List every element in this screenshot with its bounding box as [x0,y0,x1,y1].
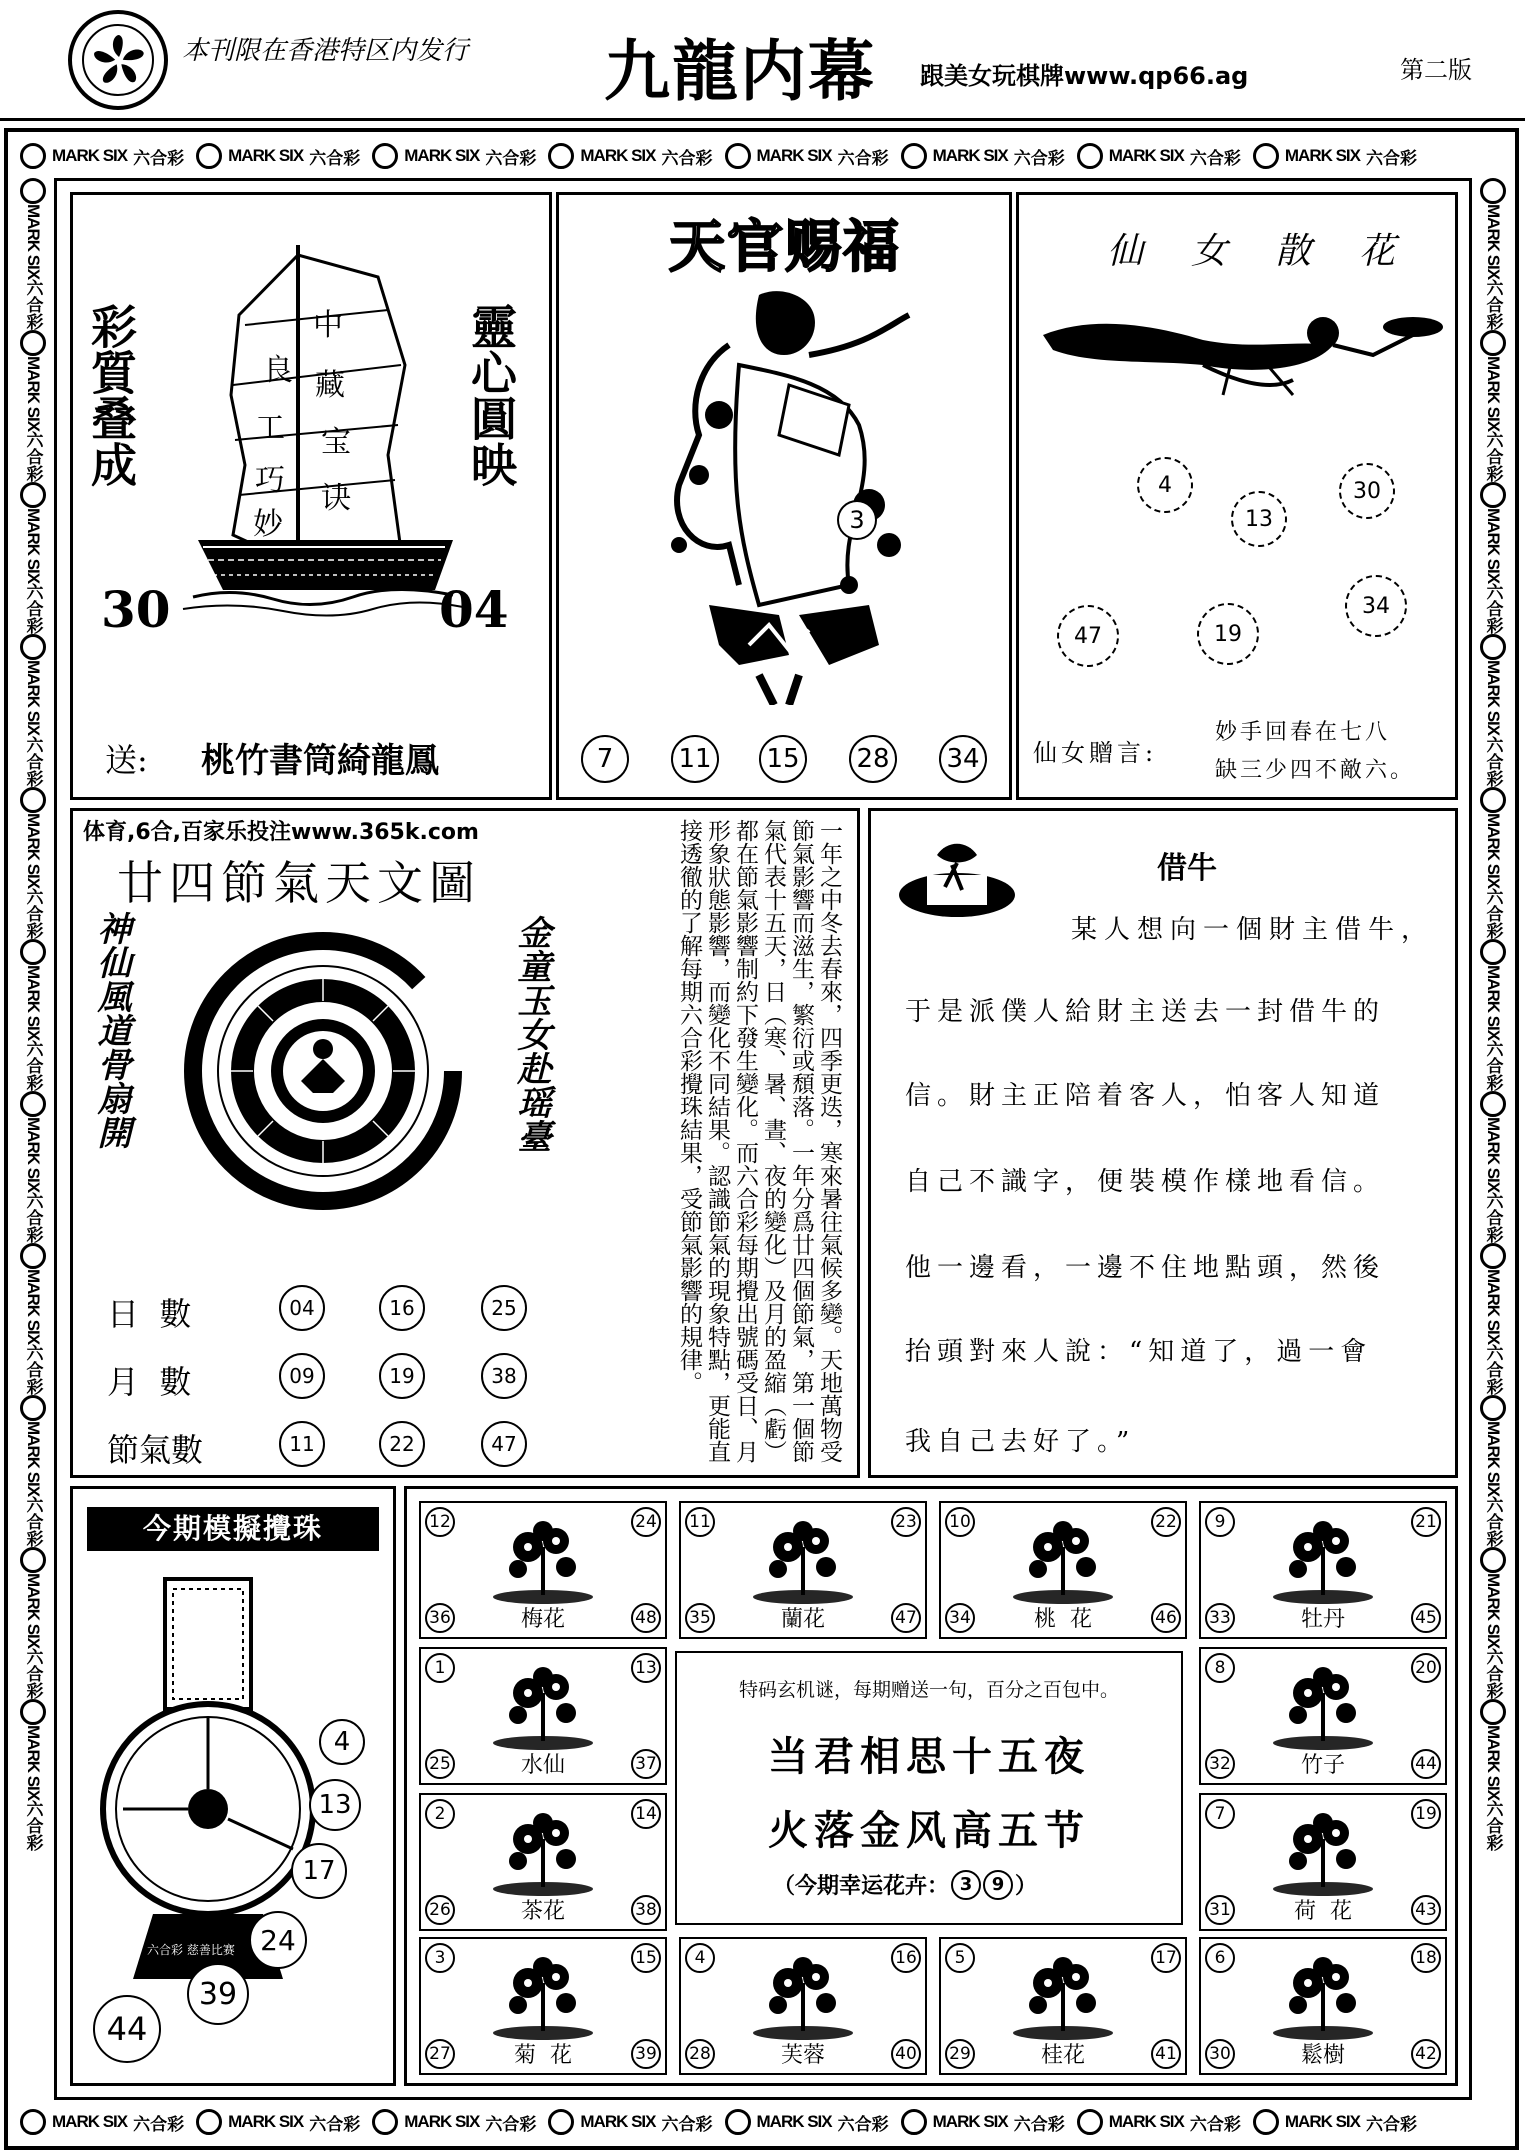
flower-number: 48 [631,1603,661,1633]
flower-pattern-icon [1480,1243,1506,1269]
flower-pattern-icon [20,143,46,169]
flower-pattern-icon [1480,330,1506,356]
flower-pattern-icon [196,143,222,169]
flower-pattern-icon [20,939,46,965]
fairy-illustration [1033,295,1443,405]
border-text: MARK SIX [1484,964,1503,1040]
fairy-flower-number: 4 [1137,457,1193,513]
riddle-line-2: 火落金风高五节 [768,1807,1090,1854]
border-text: 六合彩 [661,2114,713,2134]
border-text: 六合彩 [23,431,43,483]
border-text: 六合彩 [1483,583,1503,635]
sail-word: 巧 [255,463,285,498]
flower-illustration-icon [488,1663,598,1757]
flower-pattern-icon [1077,2109,1103,2135]
border-left [14,178,52,2100]
flower-number: 2 [425,1799,455,1829]
border-top [14,138,1514,174]
flower-pattern-icon [1480,634,1506,660]
border-text: 六合彩 [1483,279,1503,331]
row-label: 月 數 [107,1363,192,1401]
draw-ball: 4 [319,1719,365,1765]
flower-name: 竹子 [1300,1753,1345,1778]
lucky-number: 28 [849,735,897,783]
ship-panel [70,192,552,800]
flower-pattern-icon [20,178,46,204]
flower-number: 46 [1151,1603,1181,1633]
story-line: 抬頭對來人說：“知道了，過一會 [905,1337,1373,1367]
border-text: MARK SIX [1284,2112,1360,2131]
flower-number: 44 [1411,1749,1441,1779]
lucky-number: 15 [759,735,807,783]
flower-cell [939,1937,1187,2075]
flower-name: 牡丹 [1300,1607,1345,1632]
flower-cell [419,1647,667,1785]
flower-number: 32 [1205,1749,1235,1779]
border-text: 六合彩 [1483,431,1503,483]
flower-pattern-icon [1480,1699,1506,1725]
border-text: MARK SIX [24,356,43,432]
flower-number: 4 [685,1943,715,1973]
draw-ball: 39 [187,1963,249,2025]
flower-name: 梅花 [520,1607,565,1632]
flower-cell [939,1501,1187,1639]
flower-cell [1199,1793,1447,1931]
flower-number: 1 [425,1653,455,1683]
border-text: MARK SIX [1108,146,1184,165]
hongkong-emblem-icon [68,10,168,110]
border-text: MARK SIX [24,1421,43,1497]
border-text: MARK SIX [1484,812,1503,888]
border-text: 六合彩 [23,279,43,331]
flower-pattern-icon [20,2109,46,2135]
flower-name: 桂花 [1040,2043,1085,2068]
story-line: 某人想向一個財主借牛， [1071,915,1435,945]
flower-illustration-icon [1268,1517,1378,1611]
flower-number: 29 [945,2039,975,2069]
flower-pattern-icon [1253,143,1279,169]
flower-pattern-icon [20,1547,46,1573]
story-line: 他一邊看，一邊不住地點頭，然後 [905,1253,1386,1283]
row-number: 25 [481,1285,527,1331]
blessing-numbers [581,735,991,785]
flower-illustration-icon [488,1809,598,1903]
flower-pattern-icon [20,482,46,508]
row-number: 04 [279,1285,325,1331]
flower-number: 16 [891,1943,921,1973]
solar-essay: 一年之中冬去春來，四季更迭，寒來暑往氣候多變。天地萬物受節氣影響而滋生，繁衍或頹落。一年分爲廿四個節氣，第一個節氣代表十五天，日（寒、暑、晝、夜的變化）及月的盈縮（虧）都在節氣影響制約下發生變化。而六合彩每期攪出號碼受日、月形象狀態影響，而變化不同結果。認識節氣的現象特點，更能直接透徹的了解每期六合彩攪珠結果，受節氣影響的規律。 [676,819,842,1463]
story-line: 信。財主正陪着客人，怕客人知道 [905,1081,1386,1111]
flower-pattern-icon [1480,1091,1506,1117]
border-text: MARK SIX [24,812,43,888]
flower-number: 38 [631,1895,661,1925]
flower-cell [679,1501,927,1639]
ship-right-title: 靈心圓映 [464,303,518,487]
flower-number: 37 [631,1749,661,1779]
border-text: 六合彩 [133,2114,185,2134]
border-bottom [14,2104,1514,2140]
row-number: 11 [279,1421,325,1467]
fairy-gift-line1: 妙手回春在七八 [1215,720,1391,745]
border-text: MARK SIX [932,146,1008,165]
flower-number: 3 [425,1943,455,1973]
lucky-flower-number: 3 [951,1870,981,1900]
flower-number: 13 [631,1653,661,1683]
flower-pattern-icon [725,2109,751,2135]
border-text: MARK SIX [1484,660,1503,736]
flower-number: 15 [631,1943,661,1973]
flower-pattern-icon [1480,1547,1506,1573]
border-text: MARK SIX [404,146,480,165]
blessing-title: 天官赐福 [669,214,901,280]
flower-number: 22 [1151,1507,1181,1537]
flower-illustration-icon [1268,1663,1378,1757]
story-line: 自己不識字，便裝模作樣地看信。 [905,1167,1386,1197]
flower-number: 9 [1205,1507,1235,1537]
row-number: 16 [379,1285,425,1331]
flower-number: 42 [1411,2039,1441,2069]
flower-pattern-icon [901,2109,927,2135]
page-title: 九龍内幕 [604,32,876,110]
border-text: MARK SIX [1484,1116,1503,1192]
riddle-line-1: 当君相思十五夜 [768,1733,1090,1780]
flower-pattern-icon [725,143,751,169]
border-text: 六合彩 [23,1800,43,1852]
border-text: 六合彩 [1013,148,1065,168]
flower-cell [679,1937,927,2075]
border-text: MARK SIX [580,2112,656,2131]
border-text: 六合彩 [661,148,713,168]
border-text: 六合彩 [1483,1191,1503,1243]
flower-pattern-icon [1480,939,1506,965]
border-text: 六合彩 [837,2114,889,2134]
flower-number: 18 [1411,1943,1441,1973]
fairy-flower-number: 34 [1345,575,1407,637]
flower-pattern-icon [901,143,927,169]
row-number: 09 [279,1353,325,1399]
flower-number: 19 [1411,1799,1441,1829]
sail-word: 良 [263,353,293,388]
edition-label: 第二版 [1400,56,1472,84]
riddle-intro: 特码玄机谜，每期赠送一句，百分之百包中。 [738,1679,1119,1701]
flower-number: 34 [945,1603,975,1633]
draw-ball: 17 [291,1843,347,1899]
draw-ball: 44 [93,1995,161,2063]
flower-pattern-icon [372,143,398,169]
border-text: 六合彩 [309,148,361,168]
flower-number: 45 [1411,1603,1441,1633]
lucky-number: 7 [581,735,629,783]
sail-word: 工 [255,411,285,446]
sail-word: 妙 [253,507,283,542]
border-text: MARK SIX [1484,1268,1503,1344]
draw-ball: 13 [309,1779,361,1831]
blessing-panel [556,192,1012,800]
flower-number: 40 [891,2039,921,2069]
border-text: MARK SIX [756,2112,832,2131]
flower-illustration-icon [748,1953,858,2047]
border-text: 六合彩 [23,1191,43,1243]
flower-pattern-icon [20,787,46,813]
flower-number: 6 [1205,1943,1235,1973]
border-text: 六合彩 [23,1344,43,1395]
draw-ball: 24 [249,1911,307,1969]
border-text: 六合彩 [23,583,43,635]
flower-number: 5 [945,1943,975,1973]
border-text: MARK SIX [24,660,43,736]
flower-number: 27 [425,2039,455,2069]
border-text: MARK SIX [580,146,656,165]
border-text: MARK SIX [1484,356,1503,432]
lucky-flower-row [773,1869,1037,1900]
story-line: 我自己去好了。” [905,1427,1136,1457]
solar-title: 廿四節氣天文圖 [117,856,481,910]
lottery-machine-icon [93,1569,343,1989]
border-text: 六合彩 [837,148,889,168]
flower-number: 11 [685,1507,715,1537]
border-text: MARK SIX [52,146,128,165]
flower-pattern-icon [196,2109,222,2135]
flower-name: 鬆樹 [1300,2043,1345,2068]
flower-number: 8 [1205,1653,1235,1683]
flower-name: 菊 花 [514,2043,572,2068]
border-text: MARK SIX [1484,508,1503,584]
flower-number: 43 [1411,1895,1441,1925]
flower-pattern-icon [1480,482,1506,508]
flower-number: 31 [1205,1895,1235,1925]
riddle-box [675,1651,1183,1925]
flower-number: 10 [945,1507,975,1537]
ox-icon [897,835,1017,935]
border-text: MARK SIX [1484,1573,1503,1649]
border-text: MARK SIX [1108,2112,1184,2131]
border-text: 六合彩 [23,1496,43,1548]
border-text: 六合彩 [1483,1648,1503,1700]
lucky-flower-number: 9 [983,1870,1013,1900]
border-text: 六合彩 [1189,148,1241,168]
flower-pattern-icon [372,2109,398,2135]
fairy-flower-number: 13 [1231,491,1287,547]
draw-title: 今期模擬攪珠 [87,1507,379,1551]
lucky-number: 11 [671,735,719,783]
solar-terms-wheel-icon [183,931,463,1211]
border-text: 六合彩 [485,2114,537,2134]
border-text: MARK SIX [24,1725,43,1801]
solar-right-vertical: 金童玉女赴瑶臺 [511,915,551,1153]
solar-panel [70,808,860,1478]
flower-number: 17 [1151,1943,1181,1973]
border-text: MARK SIX [756,146,832,165]
fairy-title: 仙女散花 [1107,231,1444,272]
story-panel [868,808,1458,1478]
flower-number: 41 [1151,2039,1181,2069]
border-text: MARK SIX [1484,1725,1503,1801]
ad-banner: 体育,6合,百家乐投注www.365k.com [83,815,479,846]
border-text: 六合彩 [1483,1039,1503,1091]
border-text: 六合彩 [23,887,43,939]
flower-pattern-icon [548,143,574,169]
border-text: MARK SIX [24,1116,43,1192]
border-text: MARK SIX [1484,204,1503,280]
flower-number: 39 [631,2039,661,2069]
fairy-gift-line2: 缺三少四不敵六。 [1215,758,1416,783]
flower-number: 35 [685,1603,715,1633]
site-slogan: 跟美女玩棋牌www.qp66.ag [920,62,1249,90]
flower-pattern-icon [1480,787,1506,813]
flower-cell [1199,1647,1447,1785]
solar-left-vertical: 神仙風道骨扇開 [91,911,131,1149]
border-text: 六合彩 [23,1648,43,1700]
row-number: 38 [481,1353,527,1399]
send-text: 桃竹書筒綺龍鳳 [201,741,439,781]
fairy-flower-number: 30 [1339,463,1395,519]
border-text: 六合彩 [1483,1344,1503,1395]
distribution-notice-row: 本刊限在香港特区内发行 [182,36,469,66]
border-text: 六合彩 [1483,1800,1503,1852]
flower-cell [419,1501,667,1639]
border-text: 六合彩 [309,2114,361,2134]
flower-pattern-icon [1480,1395,1506,1421]
flower-number: 33 [1205,1603,1235,1633]
border-text: 六合彩 [1483,887,1503,939]
flower-number: 12 [425,1507,455,1537]
header-rule [0,118,1525,121]
flower-cell [419,1937,667,2075]
border-text: MARK SIX [932,2112,1008,2131]
flower-pattern-icon [1480,178,1506,204]
ship-number-left: 30 [101,580,171,639]
flower-number: 47 [891,1603,921,1633]
border-text: 六合彩 [1013,2114,1065,2134]
flower-name: 茶花 [520,1899,565,1924]
border-text: MARK SIX [24,1573,43,1649]
flower-pattern-icon [20,634,46,660]
machine-label: 六合彩 慈善比赛 [147,1943,235,1957]
flower-number: 30 [1205,2039,1235,2069]
border-text: MARK SIX [404,2112,480,2131]
story-title: 借牛 [1157,851,1217,886]
flower-pattern-icon [548,2109,574,2135]
flower-grid [404,1486,1458,2086]
draw-panel [70,1486,396,2086]
flower-name: 芙蓉 [780,2043,825,2068]
flower-number: 25 [425,1749,455,1779]
ship-left-title: 彩質叠成 [84,303,138,487]
flower-cell [1199,1937,1447,2075]
sail-word: 宝 [321,425,351,460]
flower-illustration-icon [1268,1953,1378,2047]
flower-illustration-icon [1008,1953,1118,2047]
border-right [1474,178,1512,2100]
flower-illustration-icon [1008,1517,1118,1611]
row-label: 節氣數 [107,1431,204,1469]
border-text: MARK SIX [24,964,43,1040]
flower-pattern-icon [1077,143,1103,169]
flower-name: 水仙 [520,1753,565,1778]
row-number: 22 [379,1421,425,1467]
fairy-flower-number: 47 [1057,605,1119,667]
flower-number: 20 [1411,1653,1441,1683]
flower-name: 荷 花 [1294,1899,1352,1924]
flower-pattern-icon [20,330,46,356]
border-text: 六合彩 [1483,1496,1503,1548]
fairy-gift-label: 仙女贈言: [1033,739,1158,767]
border-text: MARK SIX [24,1268,43,1344]
send-label: 送: [105,741,148,779]
flower-illustration-icon [488,1517,598,1611]
row-number: 47 [481,1421,527,1467]
border-text: MARK SIX [24,204,43,280]
border-text: 六合彩 [485,148,537,168]
solar-rows [73,1281,593,1481]
fairy-panel [1016,192,1458,800]
lucky-flower-label: （今期幸运花卉： [773,1873,950,1899]
flower-cell [1199,1501,1447,1639]
border-text: MARK SIX [24,508,43,584]
border-text: 六合彩 [1483,735,1503,787]
flower-pattern-icon [20,1091,46,1117]
flower-number: 23 [891,1507,921,1537]
flower-illustration-icon [748,1517,858,1611]
official-deity-illustration [639,285,939,705]
flower-illustration-icon [488,1953,598,2047]
flower-number: 24 [631,1507,661,1537]
fairy-flower-number: 19 [1197,603,1259,665]
border-text: 六合彩 [1366,2114,1417,2134]
ship-number-right: 04 [439,580,509,639]
flower-number: 21 [1411,1507,1441,1537]
flower-number: 28 [685,2039,715,2069]
border-text: 六合彩 [133,148,185,168]
flower-number: 36 [425,1603,455,1633]
header [0,0,1525,120]
flower-number: 26 [425,1895,455,1925]
border-text: 六合彩 [23,735,43,787]
flower-illustration-icon [1268,1809,1378,1903]
row-number: 19 [379,1353,425,1399]
flower-pattern-icon [20,1243,46,1269]
border-text: MARK SIX [52,2112,128,2131]
flower-cell [419,1793,667,1931]
story-line: 于是派僕人給財主送去一封借牛的 [905,997,1386,1027]
sail-word: 诀 [321,481,351,516]
flower-name: 蘭花 [780,1607,825,1632]
border-text: 六合彩 [1366,148,1417,168]
blessing-center-number: 3 [837,500,877,540]
border-text: MARK SIX [228,2112,304,2131]
lucky-number: 34 [939,735,987,783]
flower-pattern-icon [1253,2109,1279,2135]
sail-word: 藏 [315,368,345,403]
border-text: 六合彩 [23,1039,43,1091]
border-text: MARK SIX [1484,1421,1503,1497]
border-text: MARK SIX [228,146,304,165]
sail-word: 中 [313,308,343,343]
border-text: MARK SIX [1284,146,1360,165]
flower-name: 桃 花 [1034,1607,1092,1632]
row-label: 日 數 [107,1295,192,1333]
flower-number: 14 [631,1799,661,1829]
flower-number: 7 [1205,1799,1235,1829]
border-text: 六合彩 [1189,2114,1241,2134]
flower-pattern-icon [20,1395,46,1421]
lucky-flower-end: ） [1015,1873,1038,1899]
flower-pattern-icon [20,1699,46,1725]
